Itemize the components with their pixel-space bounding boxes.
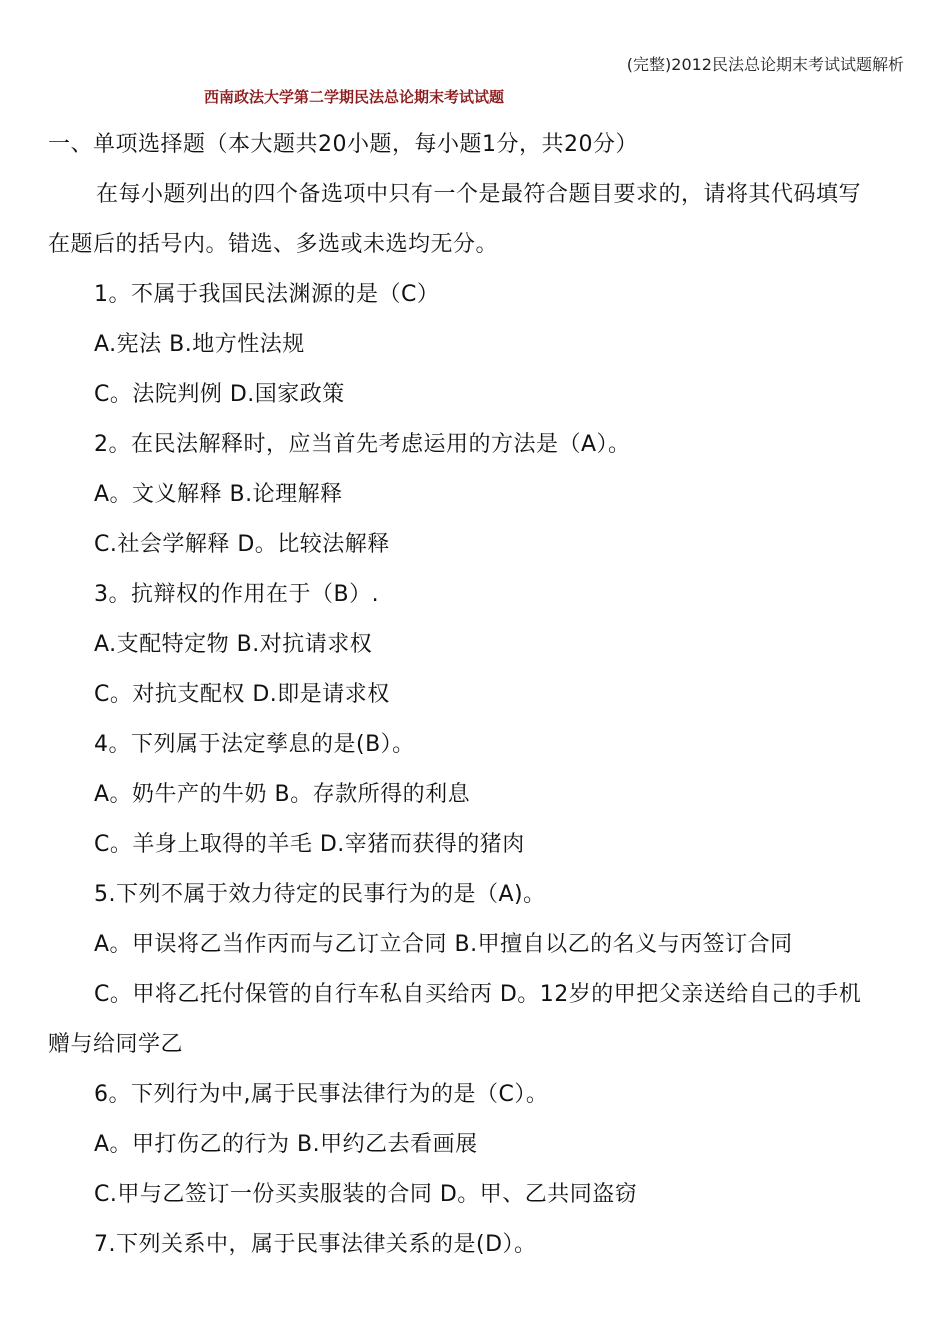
- question-5-stem: 5.下列不属于效力待定的民事行为的是（A)。: [94, 882, 546, 907]
- question-5-options-cd: C。甲将乙托付保管的自行车私自买给丙 D。12岁的甲把父亲送给自己的手机: [94, 982, 862, 1007]
- question-1-options-ab: A.宪法 B.地方性法规: [94, 332, 305, 357]
- question-3-stem: 3。抗辩权的作用在于（B）.: [94, 582, 380, 607]
- section-heading: 一、单项选择题（本大题共20小题，每小题1分，共20分）: [48, 132, 638, 157]
- question-4-stem: 4。下列属于法定孳息的是(B）。: [94, 732, 415, 757]
- question-3-options-ab: A.支配特定物 B.对抗请求权: [94, 632, 373, 657]
- question-5-options-ab: A。甲误将乙当作丙而与乙订立合同 B.甲擅自以乙的名义与丙签订合同: [94, 932, 793, 957]
- question-7-stem: 7.下列关系中，属于民事法律关系的是(D）。: [94, 1232, 537, 1257]
- question-6-options-cd: C.甲与乙签订一份买卖服装的合同 D。甲、乙共同盗窃: [94, 1182, 638, 1207]
- question-4-options-cd: C。羊身上取得的羊毛 D.宰猪而获得的猪肉: [94, 832, 525, 857]
- question-5-options-cd-continued: 赠与给同学乙: [48, 1032, 184, 1057]
- question-6-stem: 6。下列行为中,属于民事法律行为的是（C）。: [94, 1082, 549, 1107]
- question-6-options-ab: A。甲打伤乙的行为 B.甲约乙去看画展: [94, 1132, 478, 1157]
- page-header-note: (完整)2012民法总论期末考试试题解析: [626, 55, 904, 74]
- question-4-options-ab: A。奶牛产的牛奶 B。存款所得的利息: [94, 782, 471, 807]
- question-2-options-cd: C.社会学解释 D。比较法解释: [94, 532, 390, 557]
- question-3-options-cd: C。对抗支配权 D.即是请求权: [94, 682, 390, 707]
- document-title: 西南政法大学第二学期民法总论期末考试试题: [204, 88, 505, 106]
- question-1-options-cd: C。法院判例 D.国家政策: [94, 382, 345, 407]
- question-2-options-ab: A。文义解释 B.论理解释: [94, 482, 343, 507]
- instruction-line-1: 在每小题列出的四个备选项中只有一个是最符合题目要求的，请将其代码填写: [96, 182, 862, 207]
- instruction-line-2: 在题后的括号内。错选、多选或未选均无分。: [48, 232, 499, 257]
- question-2-stem: 2。在民法解释时，应当首先考虑运用的方法是（A）。: [94, 432, 631, 457]
- question-1-stem: 1。不属于我国民法渊源的是（C）: [94, 282, 440, 307]
